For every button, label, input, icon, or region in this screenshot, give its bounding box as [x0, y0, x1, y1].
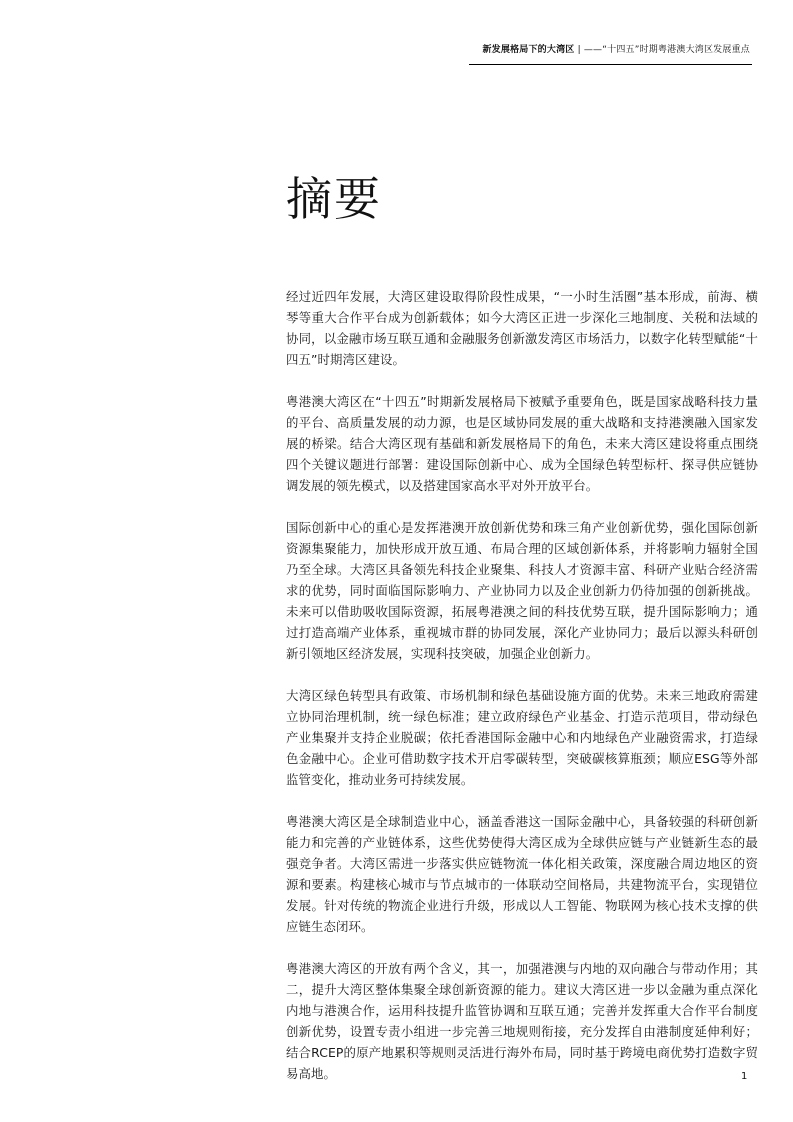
- abstract-body: [286, 286, 758, 1105]
- running-header: [482, 42, 750, 55]
- page-number: 1: [741, 1071, 748, 1082]
- paragraph-supply-chain: 粤港澳大湾区是全球制造业中心，涵盖香港这一国际金融中心，具备较强的科研创新能力和完善的产业链体系，这些优势使得大湾区成为全球供应链与产业链新生态的最强竞争者。大湾区需进一步落实供应链物流一体化相关政策，深度融合周边地区的资源和要素。构建核心城市与节点城市的一体联动空间格局，共建物流平台，实现错位发展。针对传统的物流企业进行升级，形成以人工智能、物联网为核心技术支撑的供应链生态闭环。: [286, 814, 758, 934]
- header-section-title: ——“十四五”时期粤港澳大湾区发展重点: [583, 45, 750, 55]
- header-rule: [469, 64, 752, 65]
- paragraph-overview: 经过近四年发展，大湾区建设取得阶段性成果，“一小时生活圈”基本形成，前海、横琴等重大合作平台成为创新载体；如今大湾区正进一步深化三地制度、关税和法域的协同，以金融市场互联互通和金融服务创新激发湾区市场活力，以数字化转型赋能“十四五”时期湾区建设。: [286, 289, 758, 367]
- paragraph-innovation-center: 国际创新中心的重心是发挥港澳开放创新优势和珠三角产业创新优势，强化国际创新资源集聚能力，加快形成开放互通、布局合理的区域创新体系，并将影响力辐射全国乃至全球。大湾区具备领先科技企业聚集、科技人才资源丰富、科研产业贴合经济需求的优势，同时面临国际影响力、产业协同力以及企业创新力仍待加强的创新挑战。未来可以借助吸收国际资源，拓展粤港澳之间的科技优势互联，提升国际影响力；通过打造高端产业体系，重视城市群的协同发展，深化产业协同力；最后以源头科研创新引领地区经济发展，实现科技突破，加强企业创新力。: [286, 520, 758, 661]
- header-separator: |: [577, 45, 581, 55]
- paragraph-green-transition: 大湾区绿色转型具有政策、市场机制和绿色基础设施方面的优势。未来三地政府需建立协同治理机制，统一绿色标准；建立政府绿色产业基金、打造示范项目，带动绿色产业集聚并支持企业脱碳；依托香港国际金融中心和内地绿色产业融资需求，打造绿色金融中心。企业可借助数字技术开启零碳转型，突破碳核算瓶颈；顺应ESG等外部监管变化，推动业务可持续发展。: [286, 688, 758, 787]
- page-title: 摘要: [286, 172, 382, 226]
- paragraph-opening-up: 粤港澳大湾区的开放有两个含义，其一，加强港澳与内地的双向融合与带动作用；其二，提升大湾区整体集聚全球创新资源的能力。建议大湾区进一步以金融为重点深化内地与港澳合作，运用科技提升监管协调和互联互通；完善并发挥重大合作平台制度创新优势，设置专责小组进一步完善三地规则衔接，充分发挥自由港制度延伸利好；结合RCEP的原产地累积等规则灵活进行海外布局，同时基于跨境电商优势打造数字贸易高地。: [286, 961, 758, 1081]
- header-report-title: 新发展格局下的大湾区: [482, 45, 575, 55]
- paragraph-strategic-role: 粤港澳大湾区在“十四五”时期新发展格局下被赋予重要角色，既是国家战略科技力量的平台、高质量发展的动力源，也是区域协同发展的重大战略和支持港澳融入国家发展的桥梁。结合大湾区现有基础和新发展格局下的角色，未来大湾区建设将重点围绕四个关键议题进行部署：建设国际创新中心、成为全国绿色转型标杆、探寻供应链协调发展的领先模式，以及搭建国家高水平对外开放平台。: [286, 394, 758, 493]
